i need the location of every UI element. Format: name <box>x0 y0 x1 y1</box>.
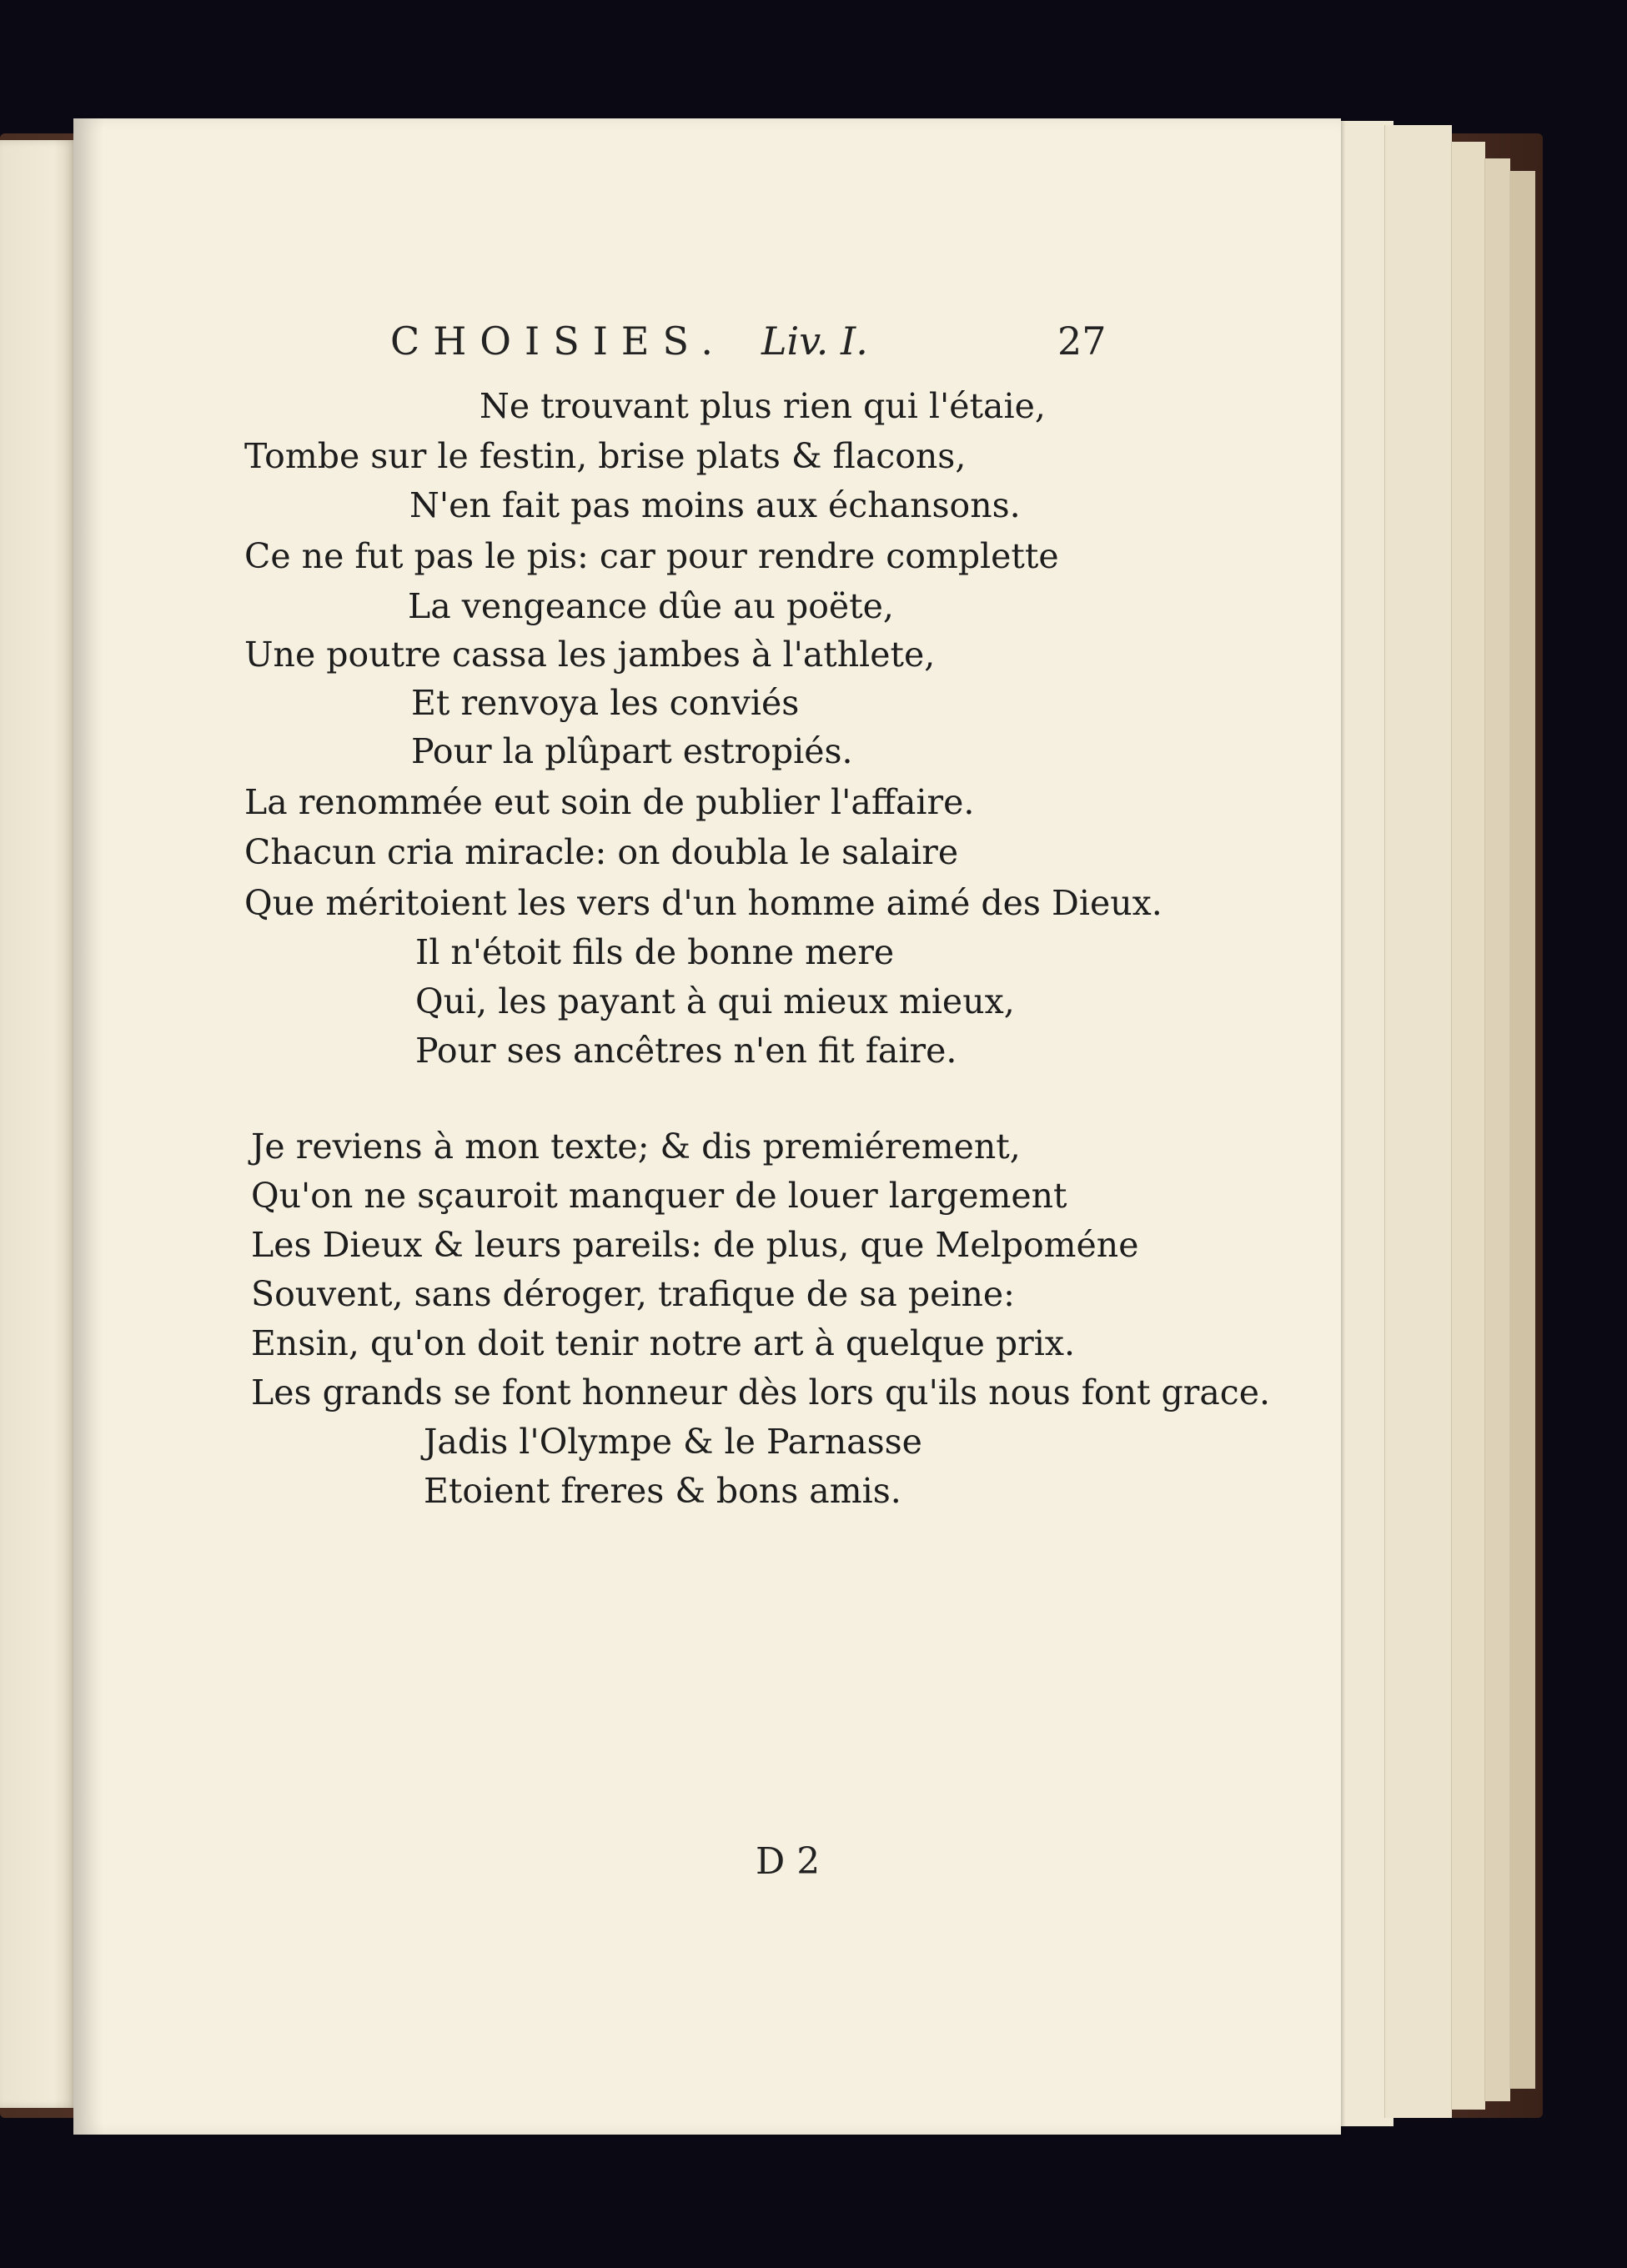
left-page-edge <box>0 140 77 2108</box>
page-edge <box>1484 158 1510 2101</box>
verse-line: Pour la plûpart estropiés. <box>411 731 853 771</box>
verse-line: Tombe sur le festin, brise plats & flacons, <box>244 436 967 476</box>
page-edge <box>1451 142 1485 2110</box>
verse-line: Qui, les payant à qui mieux mieux, <box>415 981 1015 1021</box>
book-page <box>73 118 1341 2135</box>
running-head <box>390 319 1141 377</box>
verse-line: N'en fait pas moins aux échansons. <box>409 485 1021 525</box>
verse-line: La renommée eut soin de publier l'affaire. <box>244 782 975 822</box>
verse-line: Ensin, qu'on doit tenir notre art à quelque prix. <box>251 1323 1076 1363</box>
verse-line: Il n'étoit fils de bonne mere <box>415 932 895 972</box>
verse-line: Ne trouvant plus rien qui l'étaie, <box>480 386 1046 426</box>
verse-line: Une poutre cassa les jambes à l'athlete, <box>244 635 936 675</box>
verse-line: Pour ses ancêtres n'en fit faire. <box>415 1031 957 1071</box>
verse-line: La vengeance dûe au poëte, <box>408 586 894 626</box>
running-head-book: Liv. I. <box>761 319 868 364</box>
running-head-title: CHOISIES. <box>390 319 726 364</box>
page-gutter-shadow <box>73 118 103 2135</box>
verse-line: Ce ne fut pas le pis: car pour rendre complette <box>244 536 1059 576</box>
page-edge <box>1384 125 1452 2118</box>
signature-mark: D 2 <box>756 1840 821 1883</box>
verse-line: Les Dieux & leurs pareils: de plus, que Melpoméne <box>251 1225 1139 1265</box>
verse-line: Jadis l'Olympe & le Parnasse <box>424 1422 922 1462</box>
page-edge <box>1509 171 1535 2089</box>
verse-line: Que méritoient les vers d'un homme aimé des Dieux. <box>244 883 1163 923</box>
page-number: 27 <box>1057 319 1107 364</box>
verse-line: Souvent, sans déroger, trafique de sa peine: <box>251 1274 1015 1314</box>
verse-line: Et renvoya les conviés <box>411 683 800 723</box>
verse-line: Etoient freres & bons amis. <box>424 1471 901 1511</box>
verse-line: Chacun cria miracle: on doubla le salaire <box>244 832 959 872</box>
verse-line: Je reviens à mon texte; & dis premiérement, <box>251 1126 1021 1167</box>
verse-line: Qu'on ne sçauroit manquer de louer largement <box>251 1176 1067 1216</box>
verse-line: Les grands se font honneur dès lors qu'ils nous font grace. <box>251 1372 1271 1412</box>
